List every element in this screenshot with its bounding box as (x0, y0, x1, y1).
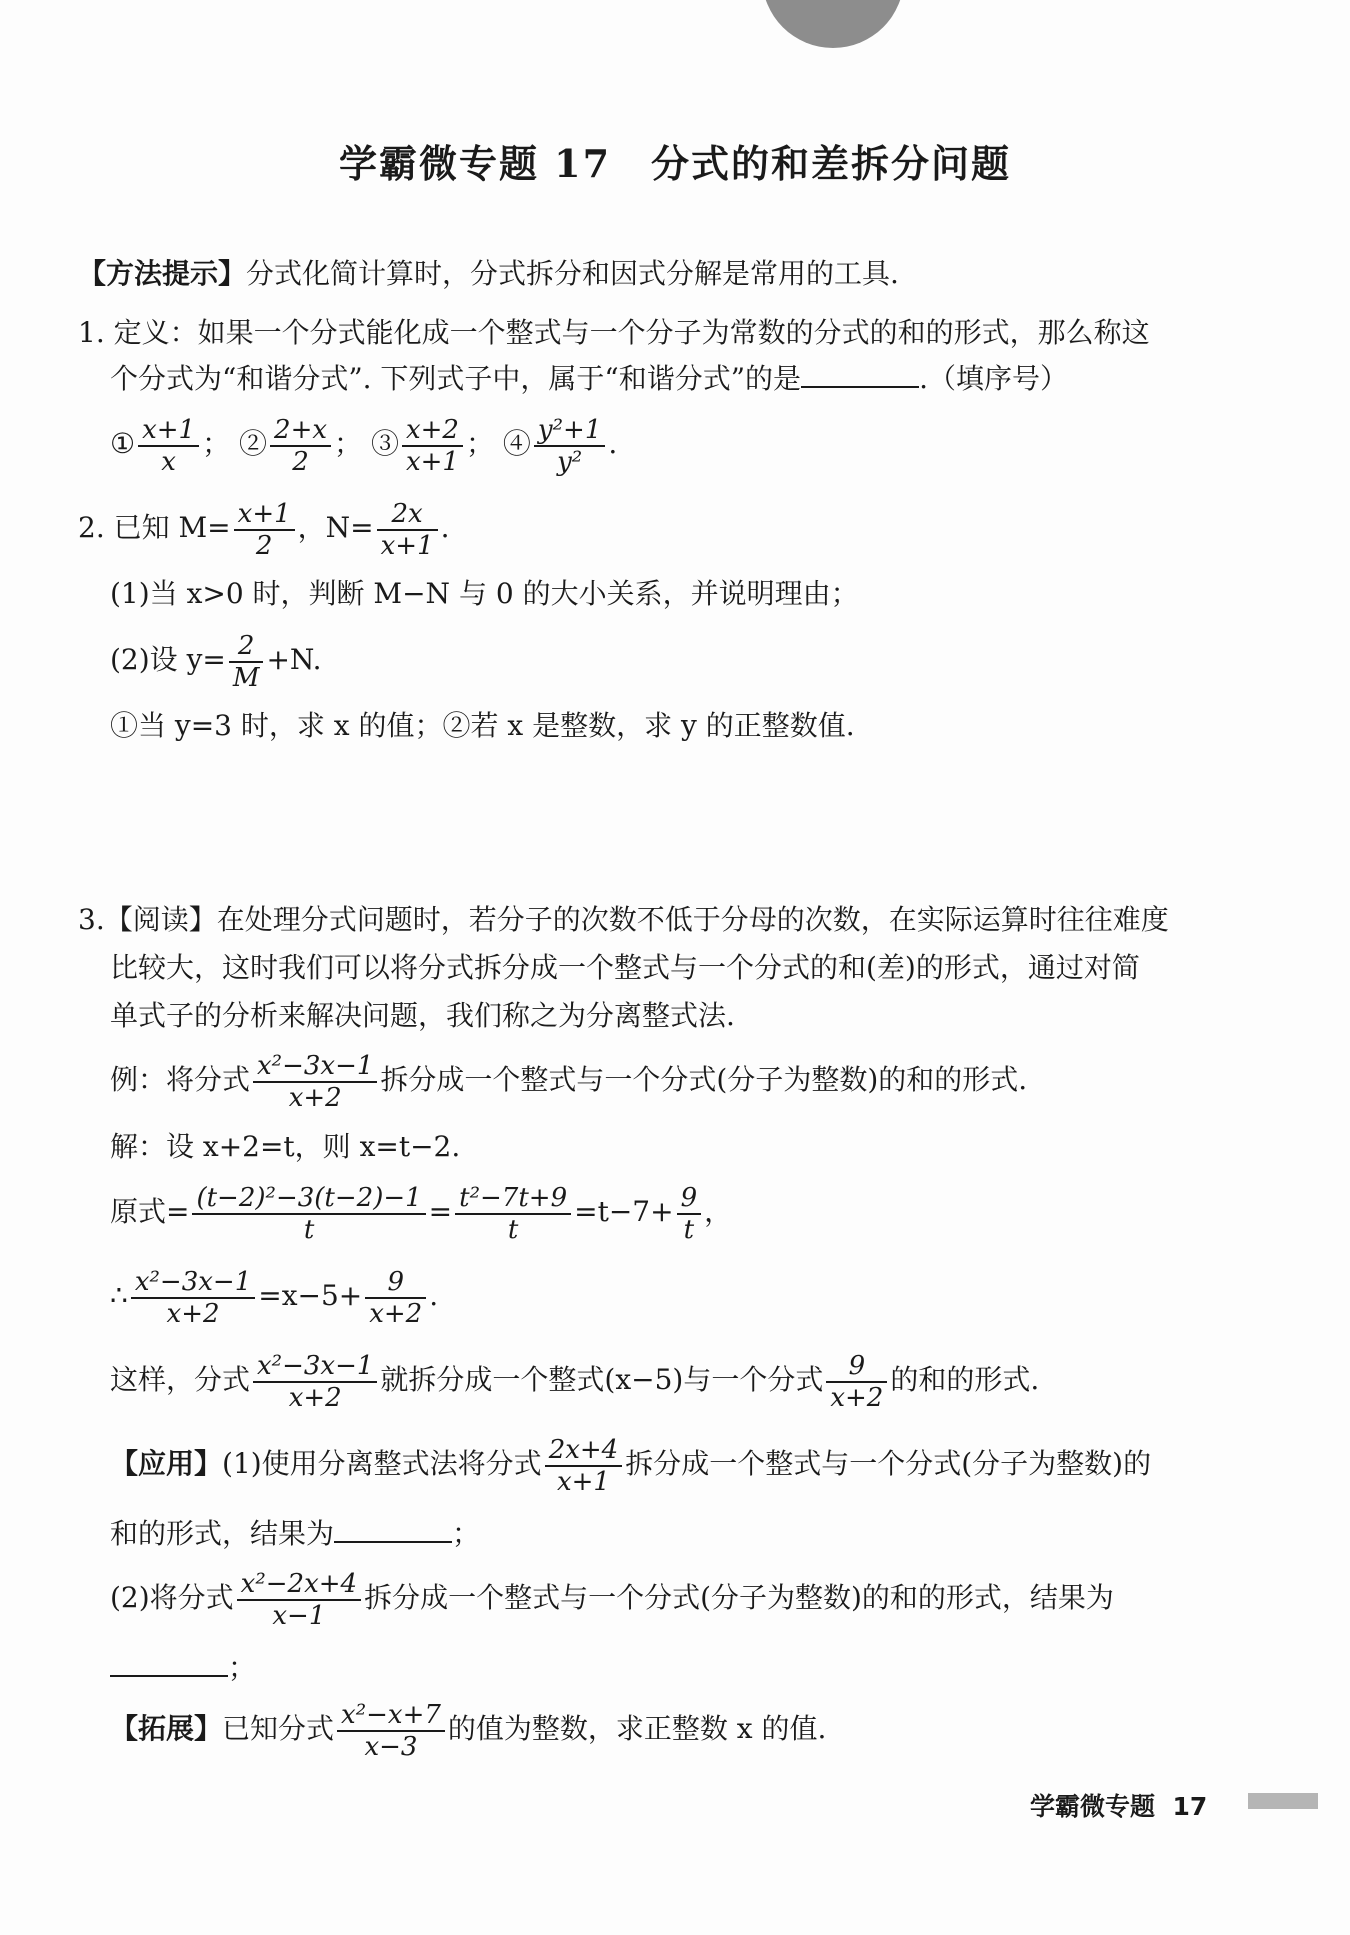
q3-solution-step1: 解：设 x+2=t，则 x=t−2. (110, 1130, 461, 1163)
q2-part1: (1)当 x>0 时，判断 M−N 与 0 的大小关系，并说明理由； (110, 577, 859, 610)
q1-option-2-fraction: $\frac{2+x}{2}$ (270, 415, 331, 477)
q3-line2: 比较大，这时我们可以将分式拆分成一个整式与一个分式的和(差)的形式，通过对简 (110, 951, 1140, 984)
application-label: 【应用】 (110, 1447, 223, 1480)
q3-application-1-result: 和的形式，结果为 ； (110, 1513, 480, 1554)
q1-option-1-fraction: $\frac{x+1}{x}$ (138, 415, 199, 477)
q3-conclusion: 这样，分式 $\frac{\text{x²−3x−1}}{x+2}$ 就拆分成一个整式(x−5)与一个分式 $\frac{9}{x+2}$ 的和的形式. (110, 1350, 1040, 1413)
q1-line2-text: 个分式为“和谐分式”. 下列式子中，属于“和谐分式”的是 (110, 362, 802, 395)
q3-app2-answer-blank[interactable] (110, 1647, 228, 1677)
q3-line3: 单式子的分析来解决问题，我们称之为分离整式法. (110, 999, 735, 1032)
q3-example-fraction: $\frac{\text{x²−3x−1}}{x+2}$ (253, 1051, 377, 1113)
q3-therefore-result-fraction: $\frac{9}{x+2}$ (365, 1267, 426, 1329)
q3-example: 例：将分式 $\frac{\text{x²−3x−1}}{x+2}$ 拆分成一个整式与一个分式(分子为整数)的和的形式. (110, 1050, 1028, 1113)
q3-app1-fraction: $\frac{2x+4}{x+1}$ (545, 1435, 623, 1497)
page-footer (1030, 1787, 1207, 1823)
q3-solution-step3: ∴ $\frac{\text{x²−3x−1}}{x+2}$ =x−5+ $\frac{9}{x+2}$ . (110, 1266, 439, 1329)
q1-option-4-mark: ④ (502, 427, 531, 460)
q3-application-2-result: ； (110, 1647, 256, 1688)
q3-therefore-fraction: $\frac{\text{x²−3x−1}}{x+2}$ (131, 1267, 255, 1329)
q2-intro: 2. 已知 M= $\frac{x+1}{2}$ ，N= $\frac{2x}{x+1}$ . (78, 498, 450, 561)
q3-conclusion-fraction: $\frac{\text{x²−3x−1}}{x+2}$ (253, 1351, 377, 1413)
q3-app2-fraction: $\frac{\text{x²−2x+4}}{x-1}$ (237, 1569, 361, 1631)
q1-answer-blank[interactable] (801, 358, 919, 388)
q3-extension-fraction: $\frac{\text{x²−x+7}}{x-3}$ (337, 1700, 445, 1762)
q2-part2: (2)设 y= $\frac{2}{M}$ +N. (110, 630, 322, 693)
q3-solution-step2: 原式= $\frac{\text{(t−2)²−3(t−2)−1}}{t}$ = $\frac{\text{t²−7t+9}}{t}$ =t−7+ $\frac{9}{t}$ ， (110, 1182, 733, 1245)
q1-line2 (110, 358, 1068, 399)
method-tip (78, 254, 899, 294)
footer-label: 学霸微专题 (1030, 1792, 1156, 1821)
page-title: 学霸微专题 17 分式的和差拆分问题 (338, 141, 1012, 186)
page-number: 17 (1172, 1792, 1208, 1821)
q3-line1: 3.【阅读】在处理分式问题时，若分子的次数不低于分母的次数，在实际运算时往往难度 (78, 903, 1169, 936)
q3-app1-answer-blank[interactable] (334, 1513, 452, 1543)
q1-option-3-fraction: $\frac{x+2}{x+1}$ (402, 415, 463, 477)
q3-application-1: 【应用】(1)使用分离整式法将分式 $\frac{2x+4}{x+1}$ 拆分成一个整式与一个分式(分子为整数)的 (110, 1434, 1152, 1497)
q2-M-fraction: $\frac{x+1}{2}$ (234, 499, 295, 561)
q1-option-4-fraction: $\frac{\text{y²+1}}{\text{y²}}$ (534, 415, 605, 477)
q2-part2-fraction: $\frac{2}{M}$ (229, 631, 264, 693)
q1-options: ① $\frac{x+1}{x}$ ； ② $\frac{2+x}{2}$ ； ③ $\frac{x+2}{x+1}$ ； ④ $\frac{\text{y²+1}}{\text{y²}}$ . (110, 414, 618, 477)
q3-orig-fraction-2: $\frac{\text{t²−7t+9}}{t}$ (455, 1183, 571, 1245)
q2-part3: ①当 y=3 时，求 x 的值；②若 x 是整数，求 y 的正整数值. (110, 709, 855, 742)
method-tip-text: 分式化简计算时，分式拆分和因式分解是常用的工具. (246, 257, 899, 290)
q1-line1: 1. 定义：如果一个分式能化成一个整式与一个分子为常数的分式的和的形式，那么称这 (78, 316, 1150, 349)
q3-orig-fraction-3: $\frac{9}{t}$ (677, 1183, 702, 1245)
q1-option-1-mark: ① (110, 427, 136, 460)
q1-line2-end: .（填序号） (919, 362, 1068, 395)
method-tip-label: 【方法提示】 (78, 257, 247, 290)
extension-label: 【拓展】 (110, 1712, 223, 1745)
q1-option-3-mark: ③ (370, 427, 399, 460)
q2-N-fraction: $\frac{2x}{x+1}$ (377, 499, 438, 561)
footer-bar-decoration (1248, 1793, 1318, 1809)
q3-application-2: (2)将分式 $\frac{\text{x²−2x+4}}{x-1}$ 拆分成一个整式与一个分式(分子为整数)的和的形式，结果为 (110, 1568, 1114, 1631)
page-tab-decoration (762, 0, 904, 48)
q1-option-2-mark: ② (239, 427, 268, 460)
q3-orig-fraction-1: $\frac{\text{(t−2)²−3(t−2)−1}}{t}$ (192, 1183, 425, 1245)
q3-extension: 【拓展】已知分式 $\frac{\text{x²−x+7}}{x-3}$ 的值为整数，求正整数 x 的值. (110, 1699, 827, 1762)
q3-conclusion-result-fraction: $\frac{9}{x+2}$ (826, 1351, 887, 1413)
